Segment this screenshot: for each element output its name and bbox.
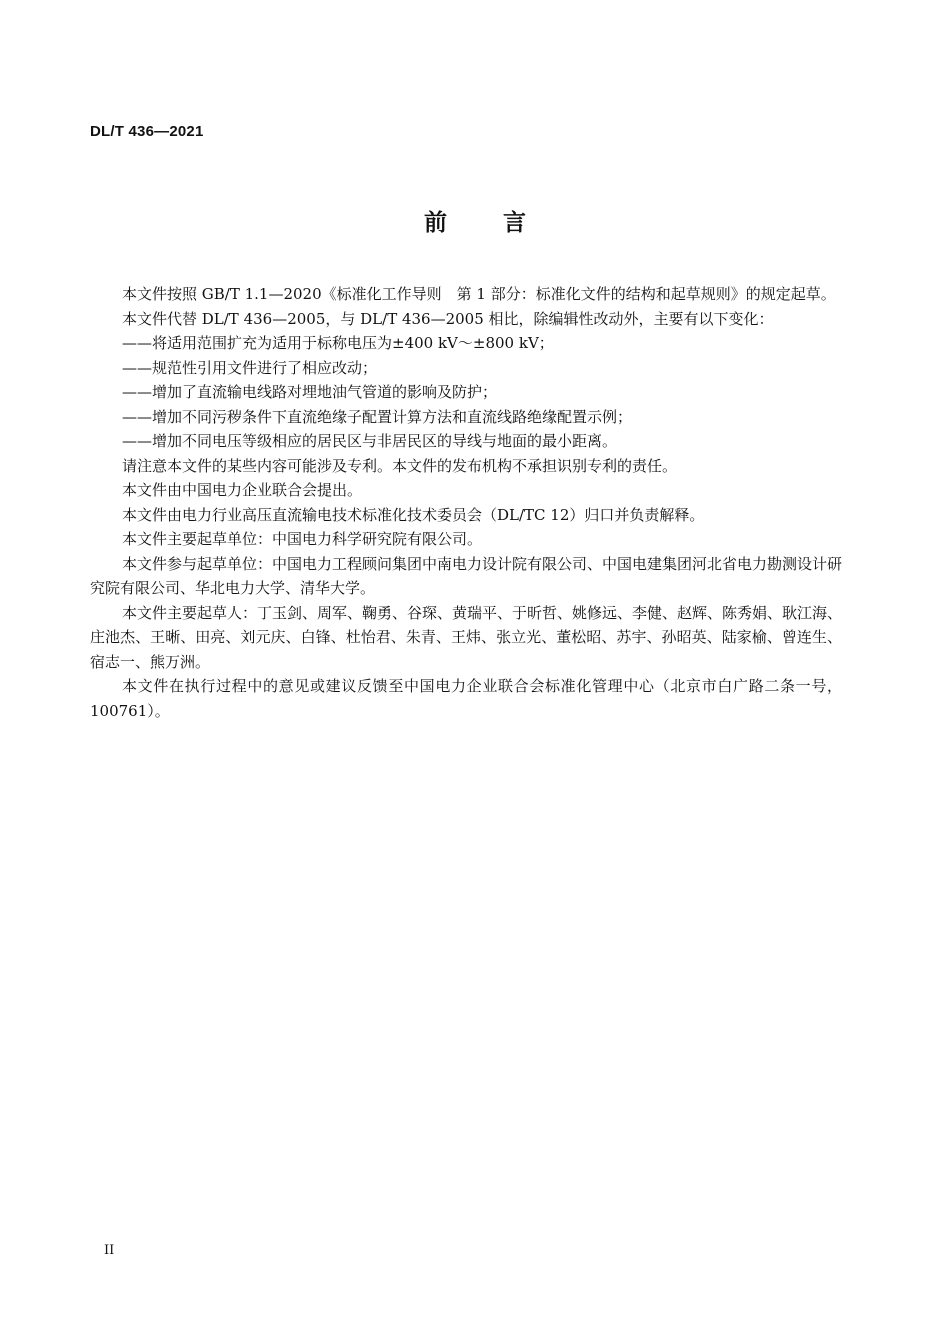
paragraph-participating-orgs: 本文件参与起草单位：中国电力工程顾问集团中南电力设计院有限公司、中国电建集团河北省电力勘测设计研究院有限公司、华北电力大学、清华大学。 <box>90 554 843 597</box>
document-code: DL/T 436—2021 <box>90 123 204 140</box>
paragraph-committee: 本文件由电力行业高压直流输电技术标准化技术委员会（DL/TC 12）归口并负责解释。 <box>122 505 705 524</box>
page-title <box>0 204 950 237</box>
change-item: ——规范性引用文件进行了相应改动； <box>122 358 378 377</box>
paragraph-patent-notice: 请注意本文件的某些内容可能涉及专利。本文件的发布机构不承担识别专利的责任。 <box>122 456 678 475</box>
change-item: ——增加不同污秽条件下直流绝缘子配置计算方法和直流线路绝缘配置示例； <box>122 407 633 426</box>
paragraph-main-drafter-org: 本文件主要起草单位：中国电力科学研究院有限公司。 <box>122 530 483 548</box>
paragraph-drafters: 本文件主要起草人：丁玉剑、周军、鞠勇、谷琛、黄瑞平、于昕哲、姚修远、李健、赵辉、陈秀娟、耿江海、庄池杰、王晰、田亮、刘元庆、白锋、杜怡君、朱青、王炜、张立光、董松昭、苏宇、孙昭英、陆家榆、曾连生、宿志一、熊万洲。 <box>90 603 843 671</box>
paragraph-drafting-rules: 本文件按照 GB/T 1.1—2020《标准化工作导则 第 1 部分：标准化文件的结构和起草规则》的规定起草。 <box>122 285 836 303</box>
paragraph-feedback: 本文件在执行过程中的意见或建议反馈至中国电力企业联合会标准化管理中心（北京市白广路二条一号，100761）。 <box>90 677 842 720</box>
paragraph-proposer: 本文件由中国电力企业联合会提出。 <box>122 481 363 499</box>
title-char-1: 前 <box>424 210 447 236</box>
paragraph-replacement: 本文件代替 DL/T 436—2005，与 DL/T 436—2005 相比，除编辑性改动外，主要有以下变化： <box>122 309 774 328</box>
page-number: II <box>104 1243 115 1258</box>
title-char-2: 言 <box>503 210 526 236</box>
change-item: ——增加了直流输电线路对埋地油气管道的影响及防护； <box>122 383 498 401</box>
foreword-body <box>90 282 842 723</box>
change-item: ——增加不同电压等级相应的居民区与非居民区的导线与地面的最小距离。 <box>122 432 618 450</box>
change-item: ——将适用范围扩充为适用于标称电压为±400 kV～±800 kV； <box>122 334 554 352</box>
